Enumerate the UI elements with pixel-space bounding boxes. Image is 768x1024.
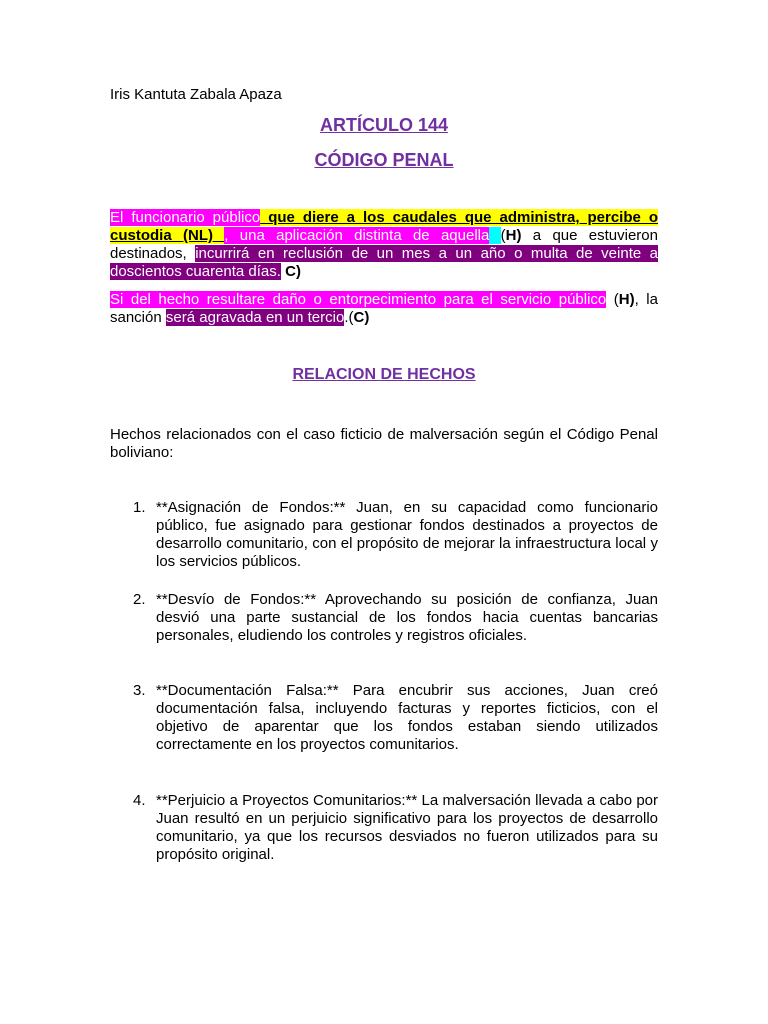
article-paragraph-1 [110, 209, 658, 281]
list-item [133, 591, 658, 645]
list-number: 1. [133, 499, 146, 516]
list-item-text: **Documentación Falsa:** Para encubrir sus acciones, Juan creó documentación falsa, incluyendo facturas y reportes ficticios, con el objetivo de aparentar que los fondos estaban siendo utilizados correctamente en los proyectos comunitarios. [156, 682, 658, 753]
section-title: RELACION DE HECHOS [292, 366, 476, 383]
text-open-paren: .( [344, 309, 354, 326]
list-number: 3. [133, 682, 146, 699]
highlight-cyan-space [489, 227, 500, 244]
list-item-text: **Perjuicio a Proyectos Comunitarios:** La malversación llevada a cabo por Juan resultó en un perjuicio significativo para los proyectos de desarrollo comunitario, ya que los recursos desviados no fueron utilizados para su propósito original. [156, 792, 658, 863]
marker-c: C) [280, 263, 301, 280]
highlight-penalty: incurrirá en reclusión de un mes a un año o multa de veinte a doscientos cuarenta días. [110, 245, 659, 280]
highlight-aggravated: será agravada en un tercio [165, 309, 345, 326]
text-destinados: a que estuvieron destinados, [110, 227, 658, 262]
marker-h: H) [618, 291, 635, 308]
highlight-aggravation-cause: Si del hecho resultare daño o entorpecimiento para el servicio público [110, 291, 607, 308]
intro-paragraph: Hechos relacionados con el caso ficticio de malversación según el Código Penal boliviano: [110, 426, 658, 461]
article-paragraph-2 [110, 291, 658, 327]
code-title: CÓDIGO PENAL [314, 150, 454, 170]
marker-h: H) [505, 227, 522, 244]
marker-c: C) [353, 309, 370, 326]
list-item [133, 682, 658, 754]
highlight-subject: El funcionario público [110, 209, 261, 226]
list-item-text: **Desvío de Fondos:** Aprovechando su posición de confianza, Juan desvió una parte sustancial de los fondos hacia cuentas bancarias personales, eludiendo los controles y registros oficiales. [156, 591, 658, 644]
text-sancion: , la sanción [110, 291, 658, 326]
list-number: 4. [133, 792, 146, 809]
article-title: ARTÍCULO 144 [319, 115, 449, 135]
text-open-paren: ( [606, 291, 619, 308]
highlight-nl: (NL) [183, 227, 225, 244]
list-item [133, 499, 658, 571]
text-open-paren: ( [500, 227, 506, 244]
author-name: Iris Kantuta Zabala Apaza [110, 86, 282, 103]
highlight-application: , una aplicación distinta de aquella [224, 227, 490, 244]
highlight-conduct: que diere a los caudales que administra, percibe o custodia [110, 209, 658, 244]
list-item-text: **Asignación de Fondos:** Juan, en su capacidad como funcionario público, fue asignado para gestionar fondos destinados a proyectos de desarrollo comunitario, con el propósito de mejorar la infraestructura local y los servicios públicos. [156, 499, 658, 570]
list-number: 2. [133, 591, 146, 608]
list-item [133, 792, 658, 864]
